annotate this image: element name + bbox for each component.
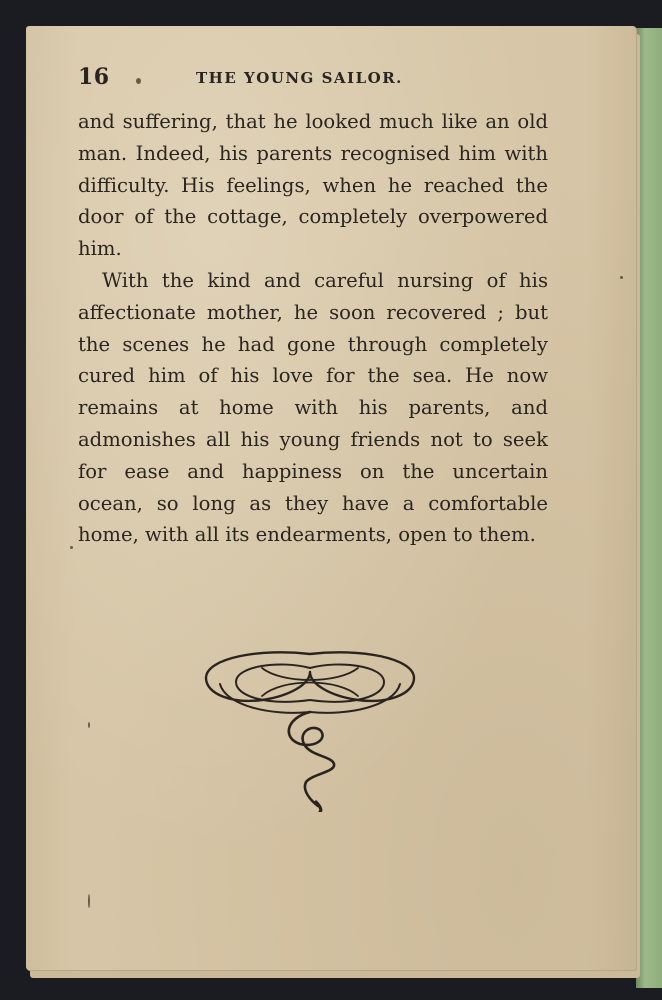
body-text xyxy=(78,106,548,551)
paragraph: With the kind and careful nursing of his affectionate mother, he soon recovered ; but the scenes he had gone through completely cured him of his love for the sea. He now remains at home with his parents, and admonishes all his young friends not to seek for ease and happiness on the uncertain ocean, so long as they have a comfortable home, with all its endearments, open to them. xyxy=(78,268,548,547)
running-title: THE YOUNG SAILOR. xyxy=(196,69,403,87)
page-number: 16 xyxy=(78,64,110,90)
paper-speck xyxy=(88,722,90,728)
paper-speck xyxy=(88,894,90,908)
paragraph: and suffering, that he looked much like an old man. Indeed, his parents recognised him with difficulty. His feelings, when he reached the door of the cottage, completely overpowered him. xyxy=(78,110,548,261)
page-header xyxy=(78,64,548,94)
paper-speck xyxy=(620,276,623,279)
paper-speck xyxy=(70,546,73,549)
flourish-ornament-icon xyxy=(202,644,418,812)
